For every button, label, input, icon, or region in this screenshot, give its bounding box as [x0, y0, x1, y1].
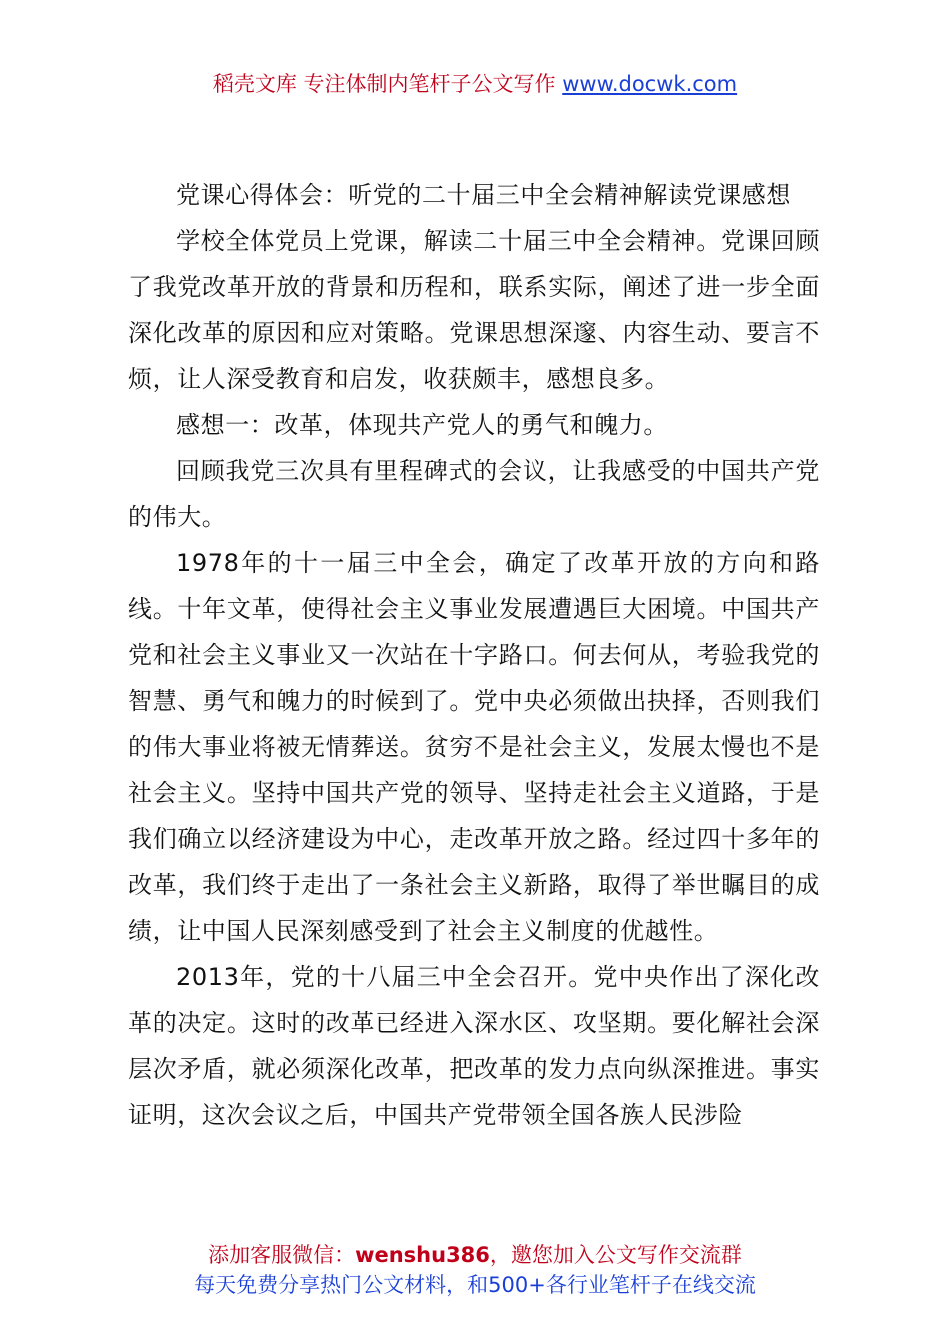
footer-wechat-prefix: 添加客服微信： [208, 1243, 356, 1267]
footer-wechat-suffix: ，邀您加入公文写作交流群 [489, 1243, 742, 1267]
footer-wechat-id: wenshu386 [355, 1243, 490, 1267]
paragraph-1978: 1978年的十一届三中全会，确定了改革开放的方向和路线。十年文革，使得社会主义事业发展遭遇巨大困境。中国共产党和社会主义事业又一次站在十字路口。何去何从，考验我党的智慧、勇气和魄力的时候到了。党中央必须做出抉择，否则我们的伟大事业将被无情葬送。贫穷不是社会主义，发展太慢也不是社会主义。坚持中国共产党的领导、坚持走社会主义道路，于是我们确立以经济建设为中心，走改革开放之路。经过四十多年的改革，我们终于走出了一条社会主义新路，取得了举世瞩目的成绩，让中国人民深刻感受到了社会主义制度的优越性。 [128, 549, 820, 945]
header-url-link[interactable]: www.docwk.com [562, 72, 738, 96]
header-site-text: 稻壳文库 专注体制内笔杆子公文写作 [212, 72, 563, 96]
paragraph-intro: 学校全体党员上党课，解读二十届三中全会精神。党课回顾了我党改革开放的背景和历程和，联系实际，阐述了进一步全面深化改革的原因和应对策略。党课思想深邃、内容生动、要言不烦，让人深受教育和启发，收获颇丰，感想良多。 [128, 227, 820, 393]
paragraph-2013: 2013年，党的十八届三中全会召开。党中央作出了深化改革的决定。这时的改革已经进入深水区、攻坚期。要化解社会深层次矛盾，就必须深化改革，把改革的发力点向纵深推进。事实证明，这次会议之后，中国共产党带领全国各族人民涉险 [128, 963, 820, 1129]
document-body [128, 172, 820, 1138]
document-title: 党课心得体会：听党的二十届三中全会精神解读党课感想 [176, 181, 791, 209]
footer-line-2: 每天免费分享热门公文材料，和500+各行业笔杆子在线交流 [194, 1273, 756, 1297]
watermark-header [0, 70, 950, 98]
paragraph-heading-1: 感想一：改革，体现共产党人的勇气和魄力。 [176, 411, 668, 439]
watermark-footer [0, 1240, 950, 1300]
paragraph-review: 回顾我党三次具有里程碑式的会议，让我感受的中国共产党的伟大。 [128, 457, 820, 531]
footer-line-1 [0, 1240, 950, 1270]
